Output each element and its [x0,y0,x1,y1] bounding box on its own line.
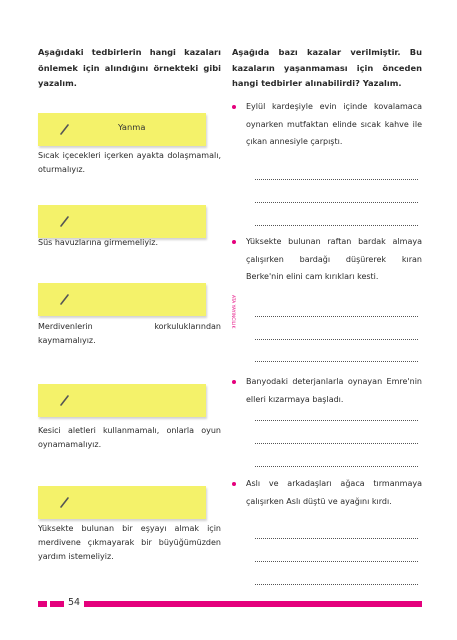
answer-note-3[interactable] [38,283,206,316]
answer-text: Yanma [118,122,146,132]
footer-bar [38,601,47,607]
pencil-icon [60,496,70,508]
bullet-dot-icon [232,240,236,244]
pencil-icon [60,123,70,135]
answer-line[interactable] [255,361,418,362]
accident-item-4 [232,475,422,510]
answer-line[interactable] [255,316,418,317]
answer-note-2[interactable] [38,205,206,238]
answer-line[interactable] [255,561,418,562]
svg-text:ATA YAYINCILIK: ATA YAYINCILIK [230,295,235,329]
answer-note-4[interactable] [38,384,206,417]
answer-line[interactable] [255,420,418,421]
bullet-dot-icon [232,482,236,486]
accident-text: Banyodaki deterjanlarla oynayan Emre'nin elleri kızarmaya başladı. [246,377,422,404]
answer-line[interactable] [255,202,418,203]
left-instruction: Aşağıdaki tedbirlerin hangi kazaları önlemek için alındığını örnekteki gibi yazalım. [38,47,221,88]
footer-bar [84,601,422,607]
measure-text-3: Merdivenlerin korkuluklarından kaymamalıyız. [38,322,221,345]
measure-text-1: Sıcak içecekleri içerken ayakta dolaşmamalı, oturmalıyız. [38,151,221,174]
answer-line[interactable] [255,584,418,585]
publisher-label [226,295,234,343]
measure-text-2: Süs havuzlarına girmemeliyiz. [38,238,159,247]
pencil-icon [60,394,70,406]
answer-line[interactable] [255,443,418,444]
accident-text: Eylül kardeşiyle evin içinde kovalamaca oynarken mutfaktan elinde sıcak kahve ile çıkan annesiyle çarpıştı. [246,102,422,146]
accident-text: Aslı ve arkadaşları ağaca tırmanmaya çalışırken Aslı düştü ve ayağını kırdı. [246,479,422,506]
answer-note-1[interactable] [38,113,206,146]
answer-line[interactable] [255,225,418,226]
measure-text-5: Yüksekte bulunan bir eşyayı almak için merdivene çıkmayarak bir büyüğümüzden yardım istemeliyiz. [38,524,221,561]
bullet-dot-icon [232,105,236,109]
answer-line[interactable] [255,538,418,539]
measure-text-4: Kesici aletleri kullanmamalı, onlarla oyun oynamamalıyız. [38,426,221,449]
bullet-dot-icon [232,380,236,384]
footer-bar [50,601,64,607]
answer-line[interactable] [255,466,418,467]
answer-line[interactable] [255,339,418,340]
accident-item-2 [232,233,422,286]
answer-line[interactable] [255,179,418,180]
pencil-icon [60,215,70,227]
accident-item-1 [232,98,422,151]
accident-text: Yüksekte bulunan raftan bardak almaya çalışırken bardağı düşürerek kıran Berke'nin elini cam kırıkları kesti. [246,237,422,281]
right-instruction: Aşağıda bazı kazalar verilmiştir. Bu kazaların yaşanmaması için önceden hangi tedbirler alınabilirdi? Yazalım. [232,47,422,88]
pencil-icon [60,293,70,305]
answer-note-5[interactable] [38,486,206,519]
page-number: 54 [68,597,81,608]
accident-item-3 [232,373,422,408]
